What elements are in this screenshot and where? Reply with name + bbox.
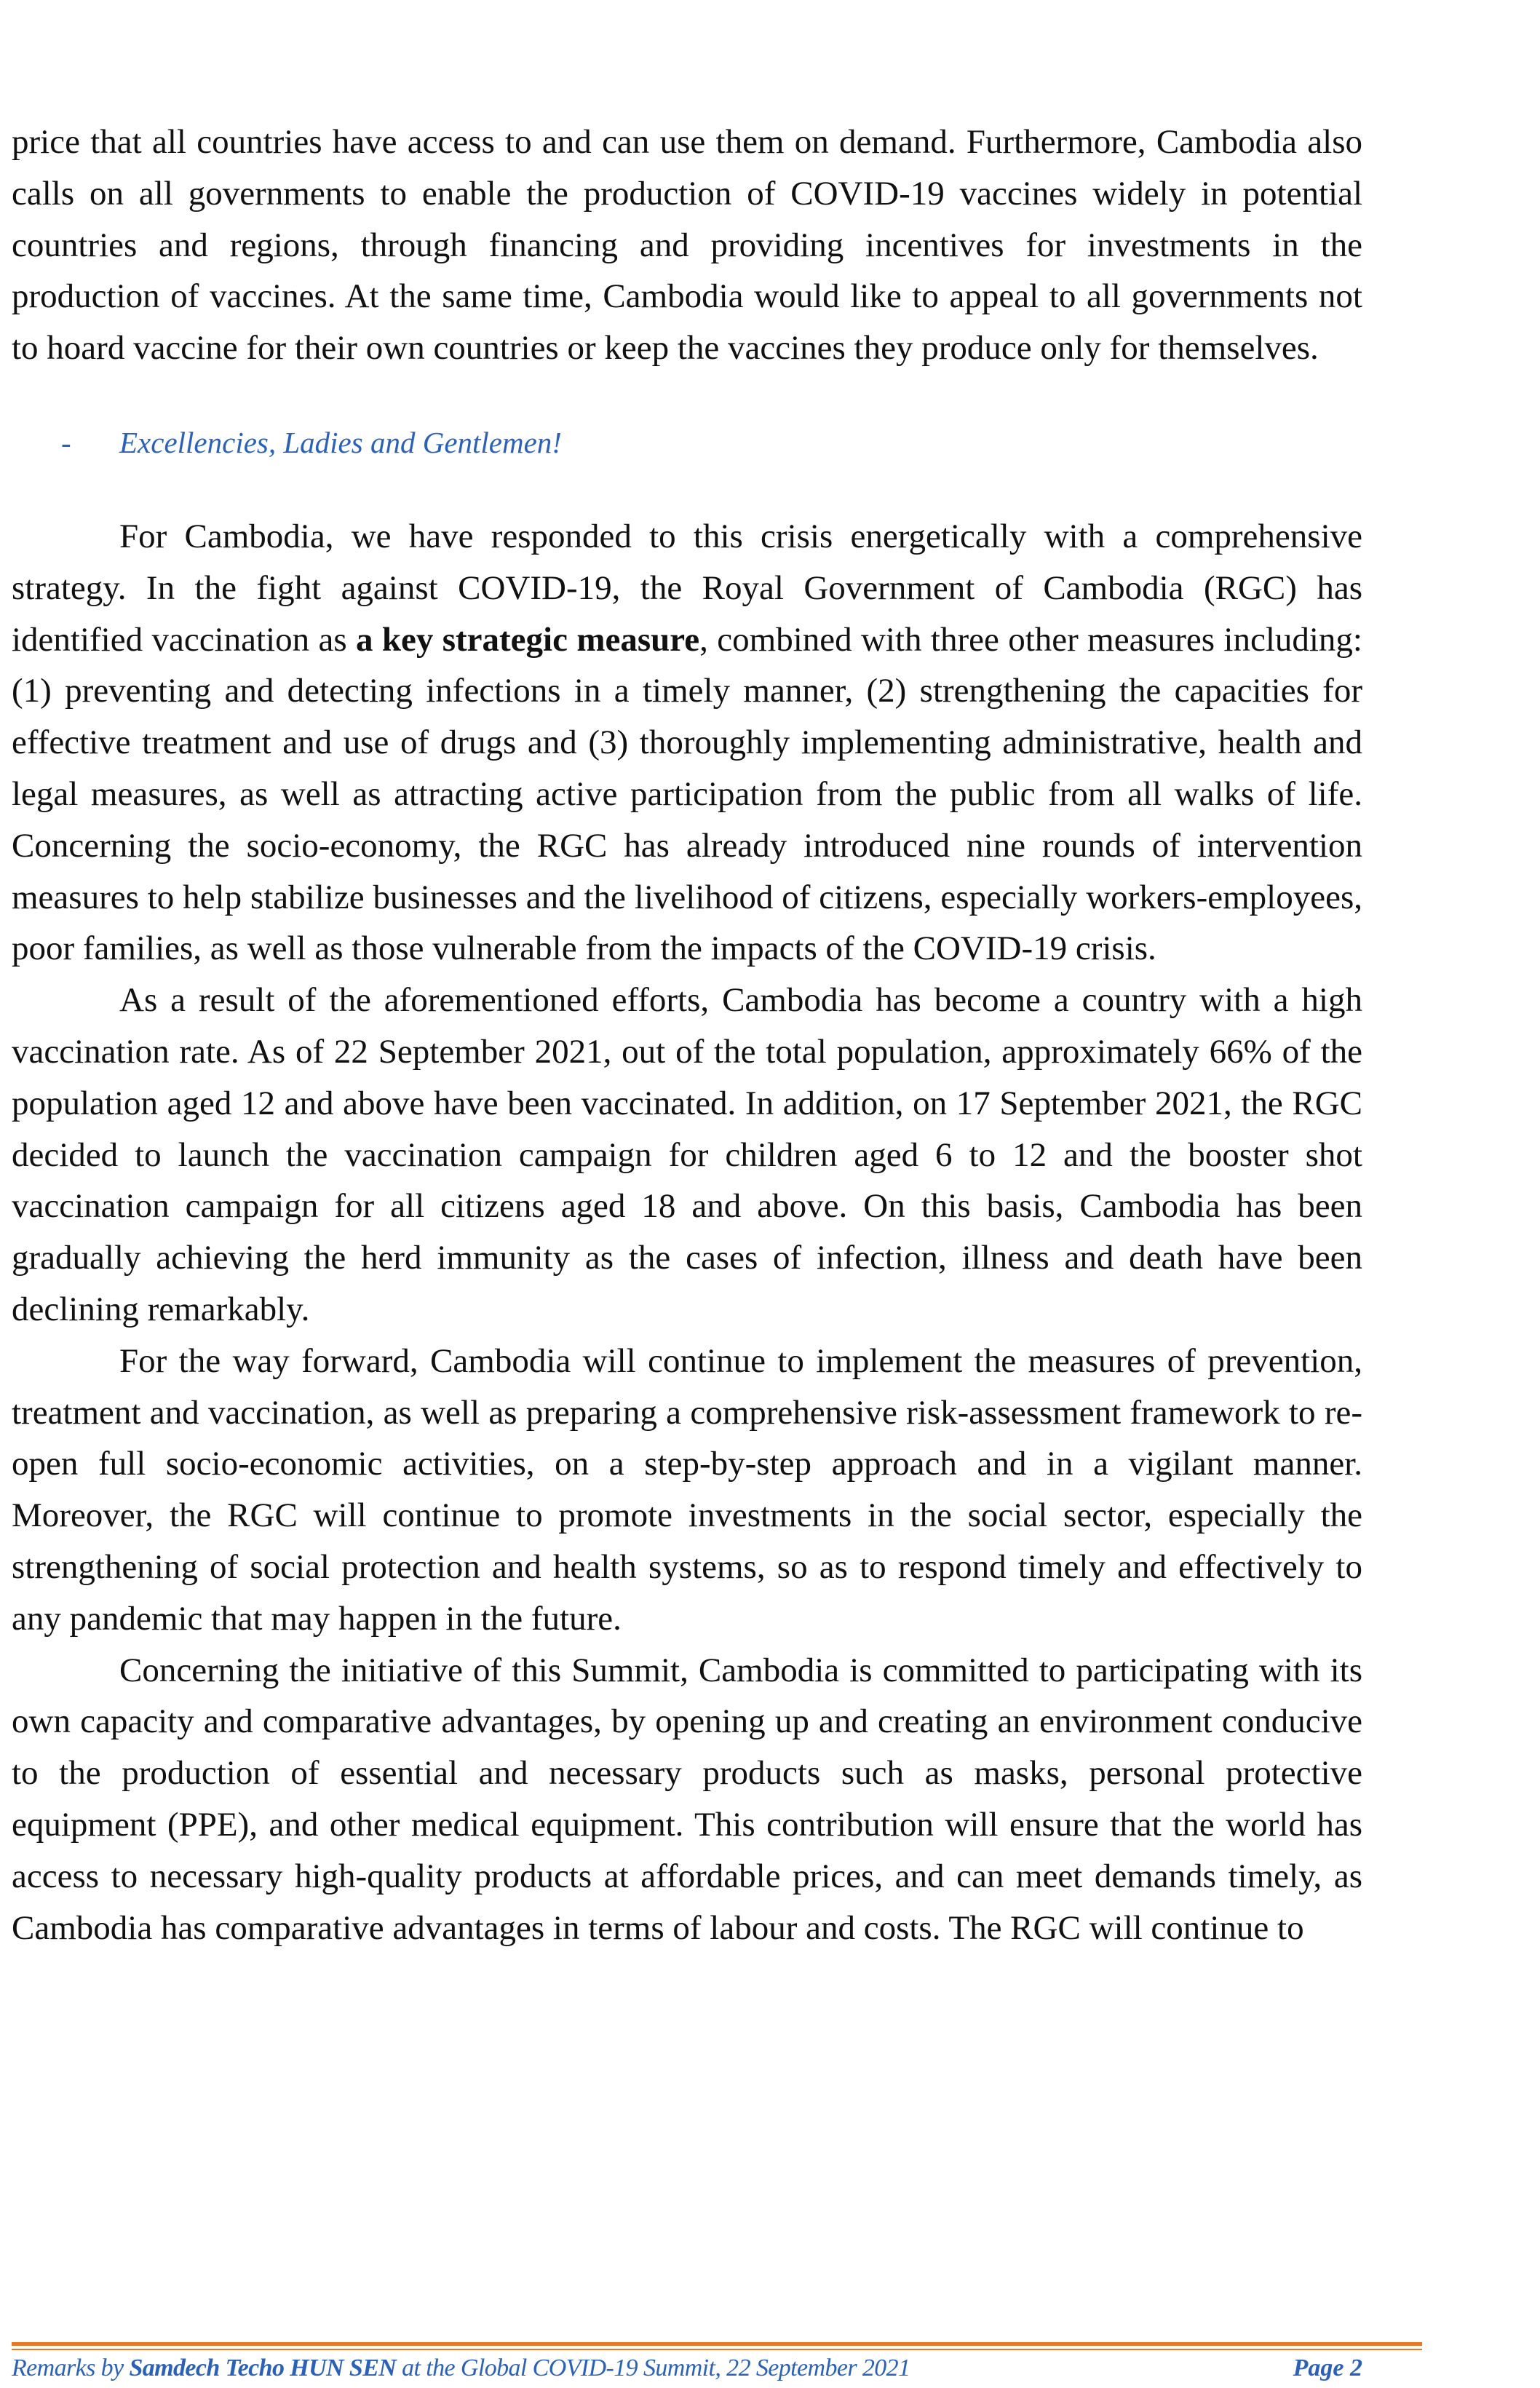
footer-suffix: at the Global COVID-19 Summit, 22 September 2021 — [396, 2355, 910, 2381]
footer-rule-thick — [12, 2342, 1422, 2346]
paragraph-way-forward: For the way forward, Cambodia will continue to implement the measures of prevention, treatment and vaccination, as well as preparing a comprehensive risk-assessment framework to re-open full socio-economic activities, on a step-by-step approach and in a vigilant manner. Moreover, the RGC will continue to promote investments in the social sector, especially the strengthening of social protection and health systems, so as to respond timely and effectively to any pandemic that may happen in the future. — [12, 1341, 1362, 1638]
salutation-line — [12, 421, 1362, 464]
document-page — [12, 116, 1362, 1953]
paragraph-summit-initiative: Concerning the initiative of this Summit, Cambodia is committed to participating with its own capacity and comparative advantages, by opening up and creating an environment conducive to the production of essential and necessary products such as masks, personal protective equipment (PPE), and other medical equipment. This contribution will ensure that the world has access to necessary high-quality products at affordable prices, and can meet demands timely, as Cambodia has comparative advantages in terms of labour and costs. The RGC will continue to — [12, 1651, 1362, 1947]
salutation-text: Excellencies, Ladies and Gentlemen! — [119, 425, 562, 459]
salutation-dash: - — [61, 425, 71, 459]
paragraph-vaccination-rate: As a result of the aforementioned efforts, Cambodia has become a country with a high vaccination rate. As of 22 September 2021, out of the total population, approximately 66% of the population aged 12 and above have been vaccinated. In addition, on 17 September 2021, the RGC decided to launch the vaccination campaign for children aged 6 to 12 and the booster shot vaccination campaign for all citizens aged 18 and above. On this basis, Cambodia has been gradually achieving the herd immunity as the cases of infection, illness and death have been declining remarkably. — [12, 981, 1362, 1328]
paragraph-cambodia-response-start: For Cambodia, we have responded to this crisis energetically with a comprehensive strategy. In the fight against COVID-19, the Royal Government of Cambodia (RGC) has identified vaccination as — [12, 517, 1362, 659]
footer-prefix: Remarks by — [12, 2355, 130, 2381]
footer-page-number: Page 2 — [1293, 2355, 1362, 2381]
page-footer — [12, 2352, 1362, 2384]
footer-speaker-name: Samdech Techo HUN SEN — [129, 2355, 397, 2381]
paragraph-cambodia-response — [12, 511, 1362, 975]
paragraph-vaccine-access: price that all countries have access to and can use them on demand. Furthermore, Cambodia also calls on all governments to enable the production of COVID-19 vaccines widely in potential countries and regions, through financing and providing incentives for investments in the production of vaccines. At the same time, Cambodia would like to appeal to all governments not to hoard vaccine for their own countries or keep the vaccines they produce only for themselves. — [12, 123, 1362, 368]
key-strategic-measure-emphasis: a key strategic measure — [355, 620, 700, 659]
footer-remarks-title — [12, 2352, 910, 2384]
paragraph-cambodia-response-end: , combined with three other measures including: (1) preventing and detecting infections in a timely manner, (2) strengthening the capacities for effective treatment and use of drugs and (3) thoroughly implementing administrative, health and legal measures, as well as attracting active participation from the public from all walks of life. Concerning the socio-economy, the RGC has already introduced nine rounds of intervention measures to help stabilize businesses and the livelihood of citizens, especially workers-employees, poor families, as well as those vulnerable from the impacts of the COVID-19 crisis. — [12, 620, 1362, 968]
footer-rule-thin — [12, 2349, 1422, 2350]
